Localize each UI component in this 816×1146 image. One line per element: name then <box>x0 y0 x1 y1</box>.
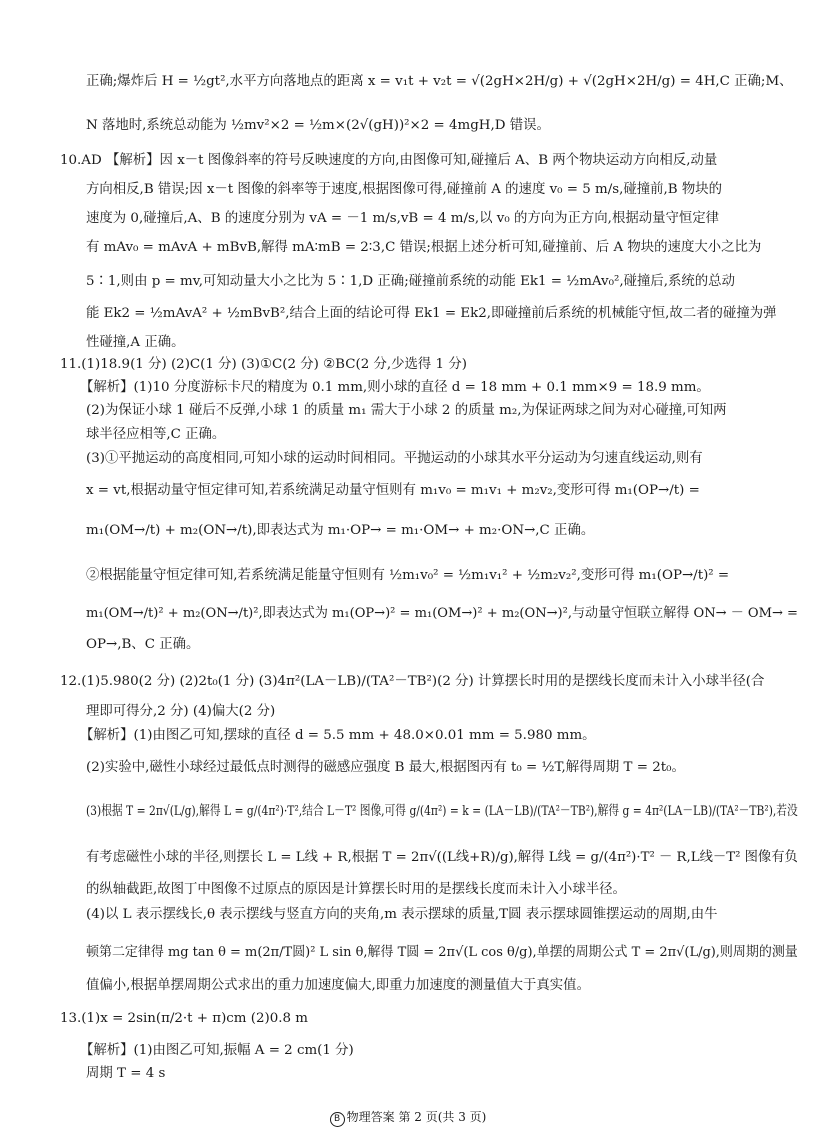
q13-answers <box>60 1009 308 1029</box>
text-line: 理即可得分,2 分) (4)偏大(2 分) <box>86 704 276 719</box>
text-line: 5∶1,则由 p = mv,可知动量大小之比为 5∶1,D 正确;碰撞前系统的动能 Ek1 = ½mAv₀²,碰撞后,系统的总动 <box>86 274 735 289</box>
text-line: (3)根据 T = 2π√(L/g),解得 L = g/(4π²)·T²,结合 L－T² 图像,可得 g/(4π²) = k = (LA－LB)/(TA²－TB²),解得 g = 4π²(LA－LB)/(TA²－TB²),若没 <box>86 804 798 819</box>
text-line: 周期 T = 4 s <box>86 1066 166 1081</box>
text-line: m₁(OM→/t) + m₂(ON→/t),即表达式为 m₁·OP→ = m₁·OM→ + m₂·ON→,C 正确。 <box>86 523 595 538</box>
text-line: 方向相反,B 错误;因 x－t 图像的斜率等于速度,根据图像可得,碰撞前 A 的速度 v₀ = 5 m/s,碰撞前,B 物块的 <box>86 182 723 197</box>
text-line: (3)①平抛运动的高度相同,可知小球的运动时间相同。平抛运动的小球其水平分运动为匀速直线运动,则有 <box>86 451 703 466</box>
q12-answers <box>60 672 764 692</box>
question-number: 11. <box>60 357 82 372</box>
text-line: N 落地时,系统总动能为 ½mv²×2 = ½m×(2√(gH))²×2 = 4mgH,D 错误。 <box>86 118 550 133</box>
answer: AD <box>81 153 102 168</box>
text-line: OP→,B、C 正确。 <box>86 637 200 652</box>
text-line: 有 mAv₀ = mAvA + mBvB,解得 mA∶mB = 2∶3,C 错误;根据上述分析可知,碰撞前、后 A 物块的速度大小之比为 <box>86 240 762 255</box>
text-line: 顿第二定律得 mg tan θ = m(2π/T圆)² L sin θ,解得 T圆 = 2π√(L cos θ/g),单摆的周期公式 T = 2π√(L/g),则周期的测量 <box>86 945 798 960</box>
text-line: 性碰撞,A 正确。 <box>86 335 185 350</box>
text-line: 【解析】(1)10 分度游标卡尺的精度为 0.1 mm,则小球的直径 d = 18 mm + 0.1 mm×9 = 18.9 mm。 <box>80 380 710 395</box>
answer: (1)x = 2sin(π/2·t + π)cm (2)0.8 m <box>81 1011 308 1026</box>
text-line: 【解析】(1)由图乙可知,摆球的直径 d = 5.5 mm + 48.0×0.01 mm = 5.980 mm。 <box>80 728 596 743</box>
version-mark-icon: B <box>330 1112 345 1127</box>
question-number: 13. <box>60 1011 82 1026</box>
text-line: (2)为保证小球 1 碰后不反弹,小球 1 的质量 m₁ 需大于小球 2 的质量 m₂,为保证两球之间为对心碰撞,可知两 <box>86 403 727 418</box>
analysis-line: 【解析】因 x－t 图像斜率的符号反映速度的方向,由图像可知,碰撞后 A、B 两个物块运动方向相反,动量 <box>105 153 718 168</box>
q11-answers <box>60 355 467 375</box>
text-line: 能 Ek2 = ½mAvA² + ½mBvB²,结合上面的结论可得 Ek1 = Ek2,即碰撞前后系统的机械能守恒,故二者的碰撞为弹 <box>86 306 777 321</box>
page-footer <box>0 1108 816 1127</box>
question-number: 10. <box>60 153 82 168</box>
text-line: m₁(OM→/t)² + m₂(ON→/t)²,即表达式为 m₁(OP→)² = m₁(OM→)² + m₂(ON→)²,与动量守恒联立解得 ON→ － OM→ = <box>86 606 798 621</box>
q10-header <box>60 151 717 171</box>
text-line: 有考虑磁性小球的半径,则摆长 L = L线 + R,根据 T = 2π√((L线+R)/g),解得 L线 = g/(4π²)·T² － R,L线－T² 图像有负 <box>86 850 798 865</box>
text-line: 正确;爆炸后 H = ½gt²,水平方向落地点的距离 x = v₁t + v₂t = √(2gH×2H/g) + √(2gH×2H/g) = 4H,C 正确;M、 <box>86 74 793 89</box>
answer: (1)5.980(2 分) (2)2t₀(1 分) (3)4π²(LA－LB)/(TA²－TB²)(2 分) 计算摆长时用的是摆线长度而未计入小球半径(合 <box>81 674 765 689</box>
text-line: 速度为 0,碰撞后,A、B 的速度分别为 vA = －1 m/s,vB = 4 m/s,以 v₀ 的方向为正方向,根据动量守恒定律 <box>86 211 720 226</box>
text-line: 的纵轴截距,故图丁中图像不过原点的原因是计算摆长时用的是摆线长度而未计入小球半径。 <box>86 882 626 897</box>
footer-text: 物理答案 第 2 页(共 3 页) <box>346 1110 487 1124</box>
text-line: ②根据能量守恒定律可知,若系统满足能量守恒则有 ½m₁v₀² = ½m₁v₁² + ½m₂v₂²,变形可得 m₁(OP→/t)² = <box>86 568 730 583</box>
question-number: 12. <box>60 674 82 689</box>
text-line: 球半径应相等,C 正确。 <box>86 427 226 442</box>
text-line: x = vt,根据动量守恒定律可知,若系统满足动量守恒则有 m₁v₀ = m₁v₁ + m₂v₂,变形可得 m₁(OP→/t) = <box>86 483 700 498</box>
text-line: 值偏小,根据单摆周期公式求出的重力加速度偏大,即重力加速度的测量值大于真实值。 <box>86 978 590 993</box>
text-line: (2)实验中,磁性小球经过最低点时测得的磁感应强度 B 最大,根据图丙有 t₀ = ½T,解得周期 T = 2t₀。 <box>86 760 685 775</box>
answer: (1)18.9(1 分) (2)C(1 分) (3)①C(2 分) ②BC(2 分,少选得 1 分) <box>81 357 467 372</box>
text-line: 【解析】(1)由图乙可知,振幅 A = 2 cm(1 分) <box>80 1043 354 1058</box>
text-line: (4)以 L 表示摆线长,θ 表示摆线与竖直方向的夹角,m 表示摆球的质量,T圆 表示摆球圆锥摆运动的周期,由牛 <box>86 907 718 922</box>
